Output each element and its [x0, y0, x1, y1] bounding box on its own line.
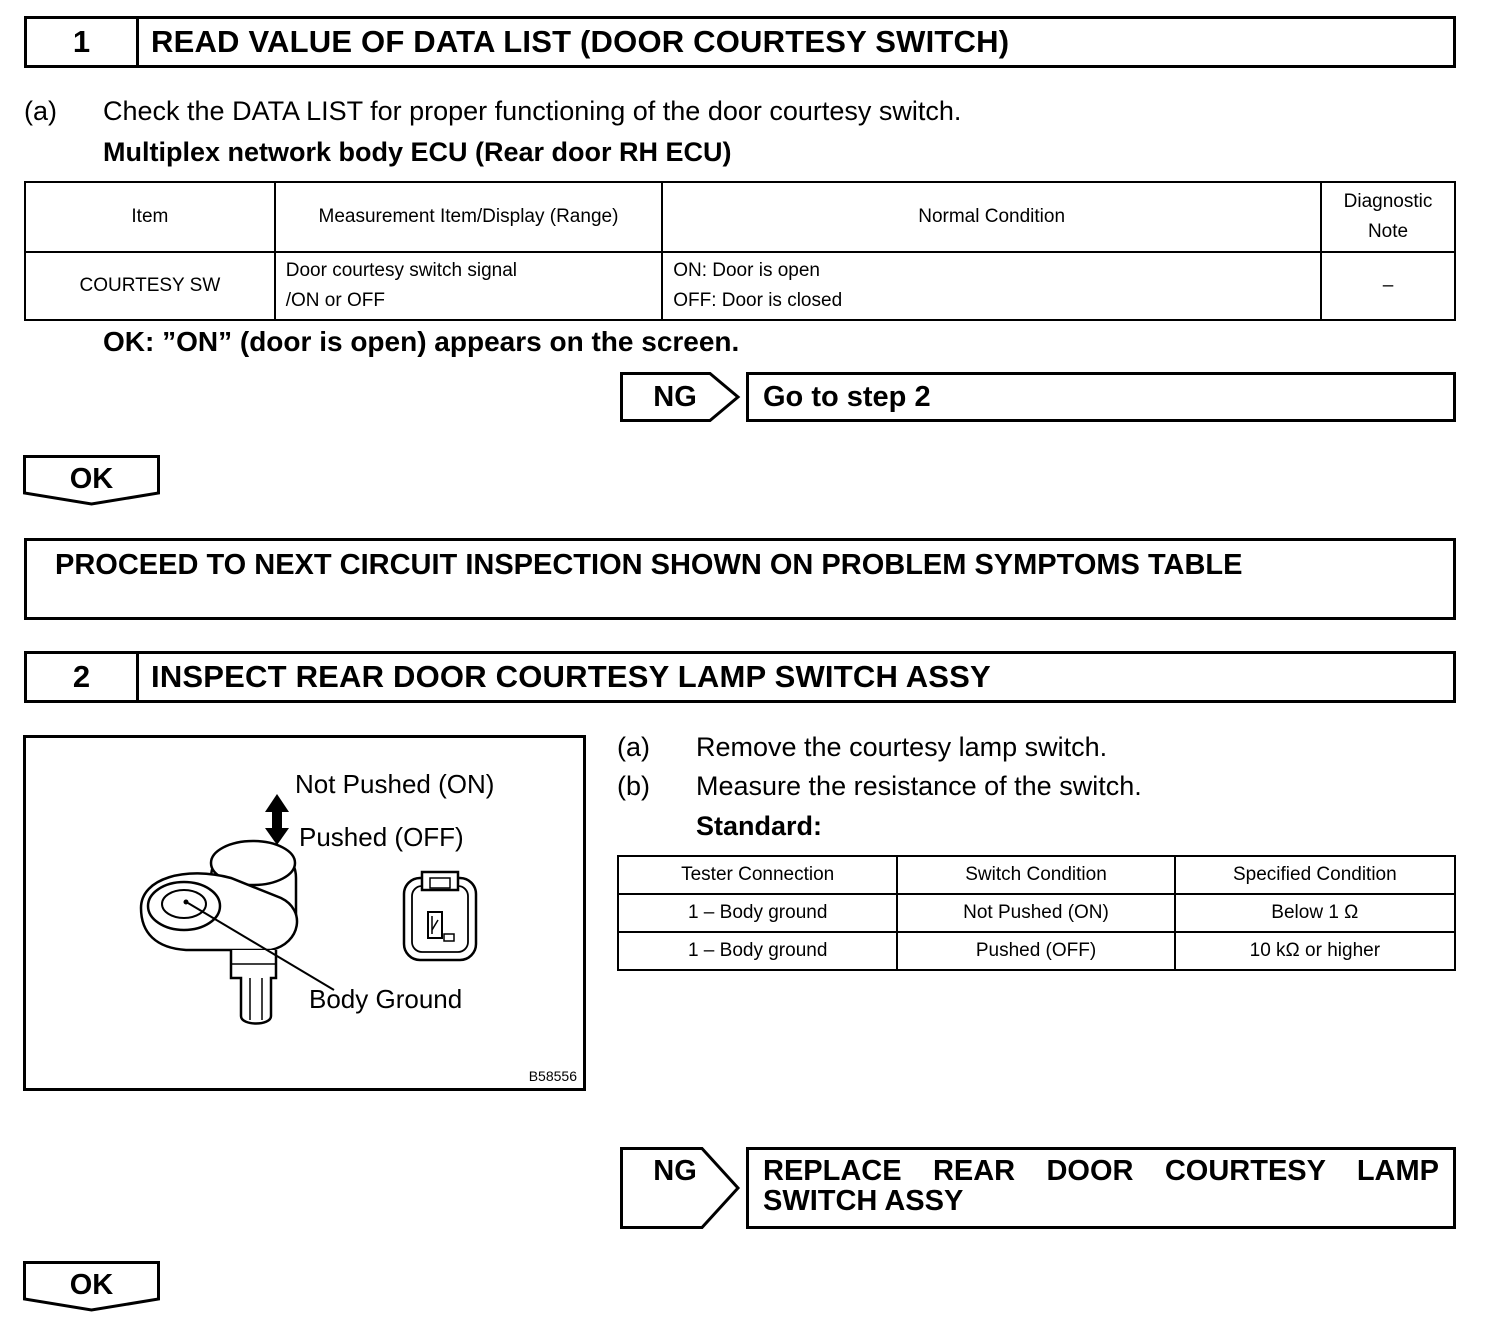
figure-label-ground: Body Ground	[309, 984, 463, 1014]
step1-ok-arrow[interactable]	[23, 455, 160, 512]
step2-ng-action-line: SWITCH ASSY	[763, 1185, 964, 1217]
step1-number: 1	[27, 19, 139, 65]
table-cell-measurement	[275, 252, 662, 320]
table-cell-normal	[662, 252, 1321, 320]
step1-ok-criteria: OK: ”ON” (door is open) appears on the screen.	[103, 326, 740, 357]
diag-header-line: Note	[1367, 221, 1409, 242]
table-cell: 1 – Body ground	[618, 932, 897, 970]
table-cell: Below 1 Ω	[1175, 894, 1455, 932]
table-header-cell: Measurement Item/Display (Range)	[275, 182, 662, 252]
connector-icon	[404, 872, 476, 960]
table-header-cell: Tester Connection	[618, 856, 897, 894]
step1-title: READ VALUE OF DATA LIST (DOOR COURTESY SWITCH)	[151, 24, 1010, 59]
step1-header	[24, 16, 1456, 68]
table-header-cell: Item	[25, 182, 275, 252]
measurement-line: /ON or OFF	[285, 290, 385, 311]
table-header-cell: Specified Condition	[1175, 856, 1455, 894]
switch-figure	[23, 735, 586, 1091]
diag-header-line: Diagnostic	[1343, 191, 1433, 212]
table-cell: Not Pushed (ON)	[897, 894, 1174, 932]
step2-ok-label: OK	[69, 1268, 114, 1301]
step2-ng-action[interactable]	[746, 1147, 1456, 1229]
figure-label-pushed: Pushed (OFF)	[299, 822, 464, 852]
step2-instruction: Measure the resistance of the switch.	[696, 771, 1142, 801]
table-cell: 1 – Body ground	[618, 894, 897, 932]
step2-ok-arrow[interactable]	[23, 1261, 160, 1318]
normal-line: ON: Door is open	[673, 260, 820, 281]
proceed-box	[24, 538, 1456, 620]
step1-ng-action-text: Go to step 2	[763, 380, 931, 413]
table-cell: 10 kΩ or higher	[1175, 932, 1455, 970]
step1-subheading: Multiplex network body ECU (Rear door RH ECU)	[103, 137, 732, 167]
table-row	[618, 894, 1455, 932]
standard-table	[617, 855, 1456, 971]
step2-instruction-marker: (a)	[617, 732, 650, 762]
table-header-cell	[1321, 182, 1455, 252]
figure-label-not-pushed: Not Pushed (ON)	[295, 769, 495, 799]
step1-ng-action[interactable]	[746, 372, 1456, 422]
data-list-table	[24, 181, 1456, 321]
measurement-line: Door courtesy switch signal	[285, 260, 517, 281]
step2-instruction-marker: (b)	[617, 771, 650, 801]
step2-title: INSPECT REAR DOOR COURTESY LAMP SWITCH ASSY	[151, 659, 991, 694]
step1-ok-label: OK	[69, 462, 114, 495]
proceed-text: PROCEED TO NEXT CIRCUIT INSPECTION SHOWN ON PROBLEM SYMPTOMS TABLE	[55, 549, 1243, 581]
table-header-row	[618, 856, 1455, 894]
step2-number: 2	[27, 654, 139, 700]
step2-ng-action-line: REPLACE REAR DOOR COURTESY LAMP	[763, 1155, 1439, 1187]
table-header-cell: Switch Condition	[897, 856, 1174, 894]
table-row	[618, 932, 1455, 970]
table-header-cell: Normal Condition	[662, 182, 1321, 252]
table-cell-item: COURTESY SW	[25, 252, 275, 320]
step2-instruction: Remove the courtesy lamp switch.	[696, 732, 1108, 762]
table-cell-note: –	[1321, 252, 1455, 320]
table-row	[25, 252, 1455, 320]
normal-line: OFF: Door is closed	[673, 290, 843, 311]
push-direction-icon	[265, 794, 289, 845]
step1-ng-arrow[interactable]	[620, 372, 742, 427]
step1-ng-label: NG	[653, 380, 697, 413]
step1-instruction-marker: (a)	[24, 96, 57, 126]
table-cell: Pushed (OFF)	[897, 932, 1174, 970]
step2-ng-label: NG	[653, 1154, 697, 1187]
step2-ng-arrow[interactable]	[620, 1147, 742, 1234]
figure-code: B58556	[528, 1068, 577, 1084]
standard-label: Standard:	[696, 811, 823, 841]
step2-header	[24, 651, 1456, 703]
step1-instruction: Check the DATA LIST for proper functioning of the door courtesy switch.	[103, 96, 962, 126]
table-header-row	[25, 182, 1455, 252]
